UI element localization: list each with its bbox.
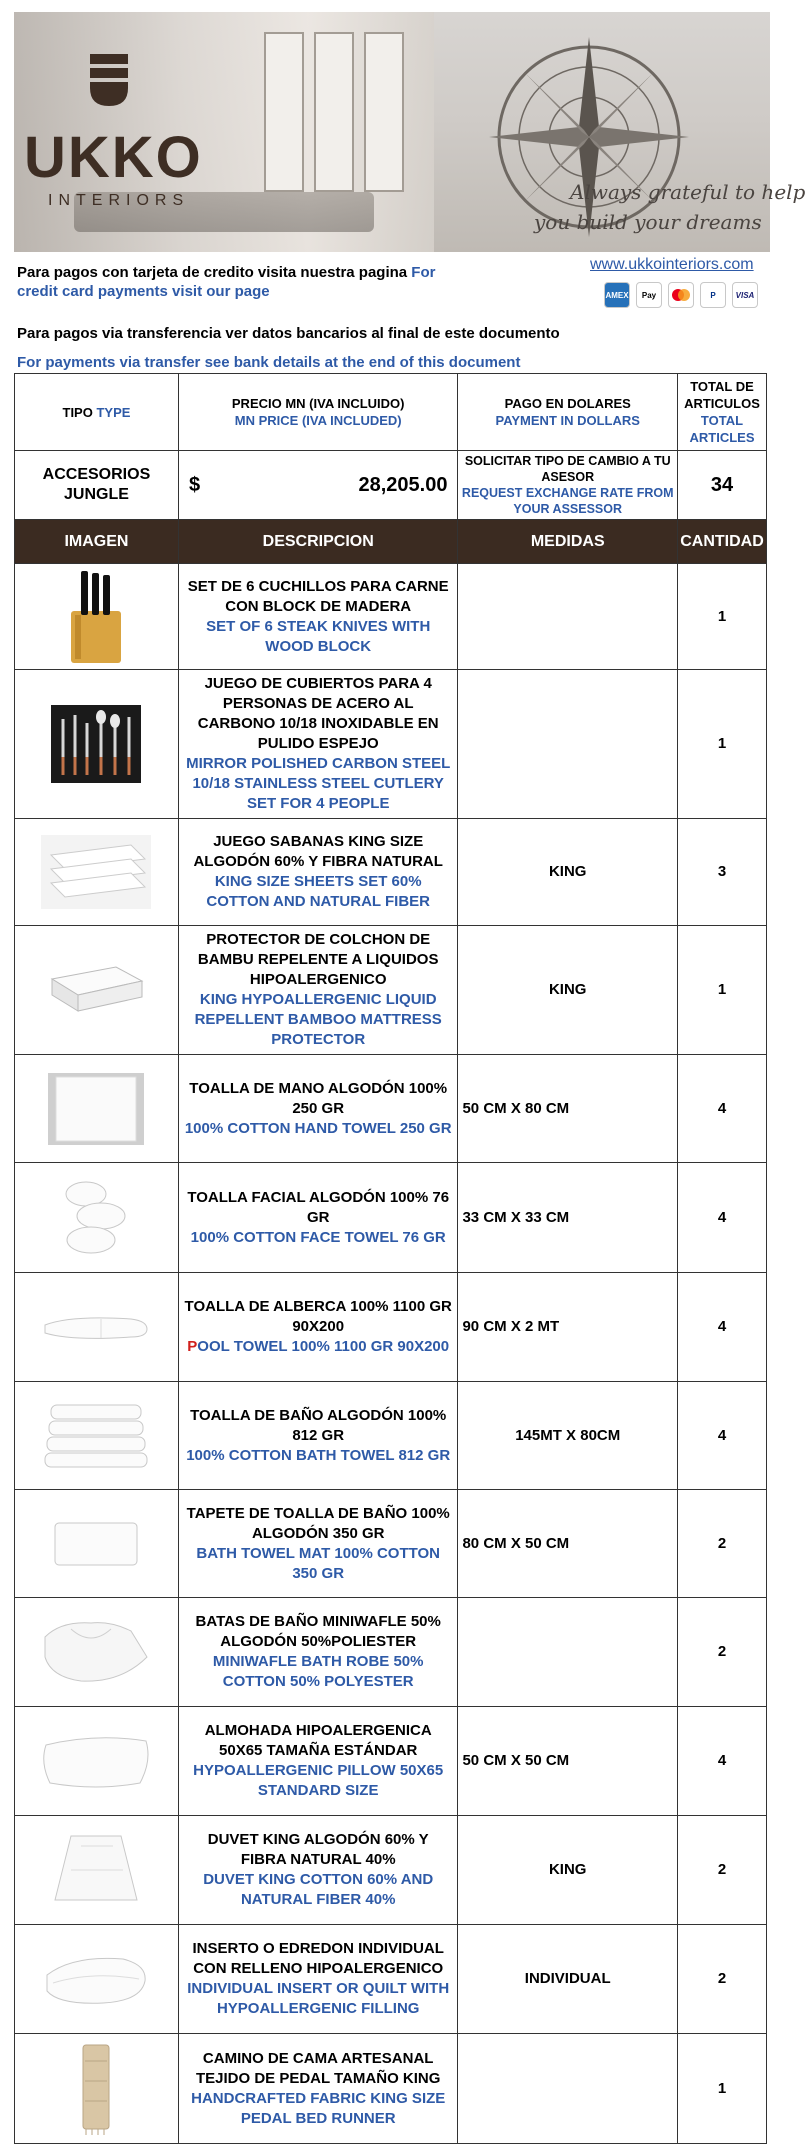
medidas-cell: KING (458, 819, 678, 926)
payment-methods (604, 282, 758, 308)
website-link[interactable]: www.ukkointeriors.com (590, 256, 754, 273)
medidas-cell: 33 CM X 33 CM (458, 1163, 678, 1273)
pillow-icon (40, 1731, 152, 1791)
cantidad-cell: 2 (677, 1925, 766, 2034)
medidas-cell (458, 1598, 678, 1707)
total-value: 34 (677, 451, 766, 520)
card-payment-note (17, 263, 467, 301)
amex-icon: AMEX (604, 282, 630, 308)
medidas-cell: KING (458, 926, 678, 1055)
table-row: INSERTO O EDREDON INDIVIDUAL CON RELLENO HIPOALERGENICO INDIVIDUAL INSERT OR QUILT WITH HYPOALLERGENIC FILLING INDIVIDUAL 2 (15, 1925, 767, 2034)
currency-symbol: $ (188, 473, 201, 496)
sheets-icon (41, 835, 151, 909)
cantidad-cell: 1 (677, 564, 766, 670)
cutlery-set-icon (51, 705, 141, 783)
medidas-header: MEDIDAS (458, 520, 678, 564)
table-row: TOALLA DE BAÑO ALGODÓN 100% 812 GR 100% COTTON BATH TOWEL 812 GR 145MT X 80CM 4 (15, 1382, 767, 1490)
transfer-note-es: Para pagos via transferencia ver datos bancarios al final de este documento (17, 325, 560, 342)
summary-row (15, 451, 767, 520)
descripcion-header: DESCRIPCION (178, 520, 458, 564)
medidas-cell (458, 2034, 678, 2144)
medidas-cell: 50 CM X 80 CM (458, 1055, 678, 1163)
cantidad-cell: 4 (677, 1273, 766, 1382)
imagen-header: IMAGEN (15, 520, 179, 564)
tipo-value: ACCESORIOS JUNGLE (15, 451, 179, 520)
quilt-insert-icon (43, 1951, 149, 2007)
cantidad-cell: 4 (677, 1382, 766, 1490)
table-row: JUEGO DE CUBIERTOS PARA 4 PERSONAS DE ACERO AL CARBONO 10/18 INOXIDABLE EN PULIDO ESPEJO MIRROR POLISHED CARBON STEEL 10/18 STAINLESS STEEL CUTLERY SET FOR 4 PEOPLE 1 (15, 670, 767, 819)
medidas-cell: 80 CM X 50 CM (458, 1490, 678, 1598)
total-header: TOTAL DE ARTICULOS TOTAL ARTICLES (677, 374, 766, 451)
hand-towel-icon (46, 1071, 146, 1147)
table-row: SET DE 6 CUCHILLOS PARA CARNE CON BLOCK DE MADERA SET OF 6 STEAK KNIVES WITH WOOD BLOCK 1 (15, 564, 767, 670)
table-row: JUEGO SABANAS KING SIZE ALGODÓN 60% Y FIBRA NATURAL KING SIZE SHEETS SET 60% COTTON AND NATURAL FIBER KING 3 (15, 819, 767, 926)
brand-logo-subtitle: INTERIORS (48, 192, 190, 209)
pool-towel-icon (41, 1307, 151, 1347)
table-row: TOALLA DE ALBERCA 100% 1100 GR 90X200 POOL TOWEL 100% 1100 GR 90X200 90 CM X 2 MT 4 (15, 1273, 767, 1382)
table-row: PROTECTOR DE COLCHON DE BAMBU REPELENTE A LIQUIDOS HIPOALERGENICO KING HYPOALLERGENIC LIQUID REPELLENT BAMBOO MATTRESS PROTECTOR KING 1 (15, 926, 767, 1055)
medidas-cell: 50 CM X 50 CM (458, 1707, 678, 1816)
card-payment-note-es: Para pagos con tarjeta de credito visita nuestra pagina (17, 264, 408, 281)
banner (14, 12, 805, 252)
medidas-cell: 90 CM X 2 MT (458, 1273, 678, 1382)
medidas-cell (458, 564, 678, 670)
tagline-line2: you build your dreams (534, 210, 762, 234)
pago-header: PAGO EN DOLARES PAYMENT IN DOLLARS (458, 374, 678, 451)
order-table (14, 373, 767, 2144)
duvet-icon (51, 1830, 141, 1910)
price-value: 28,205.00 (358, 473, 448, 496)
cantidad-cell: 4 (677, 1163, 766, 1273)
medidas-cell: 145MT X 80CM (458, 1382, 678, 1490)
transfer-note-en: For payments via transfer see bank details at the end of this document (17, 354, 521, 371)
knife-block-icon (61, 569, 131, 665)
cantidad-cell: 3 (677, 819, 766, 926)
medidas-cell: INDIVIDUAL (458, 1925, 678, 2034)
apple-pay-icon: Pay (636, 282, 662, 308)
visa-icon: VISA (732, 282, 758, 308)
table-row: CAMINO DE CAMA ARTESANAL TEJIDO DE PEDAL TAMAÑO KING HANDCRAFTED FABRIC KING SIZE PEDAL BED RUNNER 1 (15, 2034, 767, 2144)
tagline-line1: Always grateful to help (570, 180, 805, 204)
table-row: TOALLA DE MANO ALGODÓN 100% 250 GR 100% COTTON HAND TOWEL 250 GR 50 CM X 80 CM 4 (15, 1055, 767, 1163)
exchange-cell: SOLICITAR TIPO DE CAMBIO A TU ASESOR REQUEST EXCHANGE RATE FROM YOUR ASSESSOR (458, 451, 678, 520)
table-row: TAPETE DE TOALLA DE BAÑO 100% ALGODÓN 350 GR BATH TOWEL MAT 100% COTTON 350 GR 80 CM X 50 CM 2 (15, 1490, 767, 1598)
cantidad-cell: 4 (677, 1055, 766, 1163)
cantidad-cell: 2 (677, 1490, 766, 1598)
table-row: DUVET KING ALGODÓN 60% Y FIBRA NATURAL 40% DUVET KING COTTON 60% AND NATURAL FIBER 40% KING 2 (15, 1816, 767, 1925)
cantidad-cell: 1 (677, 670, 766, 819)
logo-icon (86, 52, 132, 108)
table-row: BATAS DE BAÑO MINIWAFLE 50% ALGODÓN 50%POLIESTER MINIWAFLE BATH ROBE 50% COTTON 50% POLYESTER 2 (15, 1598, 767, 1707)
cantidad-header: CANTIDAD (677, 520, 766, 564)
price-cell (178, 451, 458, 520)
cantidad-cell: 1 (677, 2034, 766, 2144)
table-row: ALMOHADA HIPOALERGENICA 50X65 TAMAÑA ESTÁNDAR HYPOALLERGENIC PILLOW 50X65 STANDARD SIZE 50 CM X 50 CM 4 (15, 1707, 767, 1816)
medidas-cell: KING (458, 1816, 678, 1925)
medidas-cell (458, 670, 678, 819)
paypal-icon: P (700, 282, 726, 308)
items-header-row (15, 520, 767, 564)
precio-header: PRECIO MN (IVA INCLUIDO) MN PRICE (IVA INCLUDED) (178, 374, 458, 451)
brand-logo-text: UKKO (24, 125, 203, 190)
bed-runner-icon (71, 2041, 121, 2137)
tipo-header: TIPO TYPE (15, 374, 179, 451)
bath-mat-icon (51, 1519, 141, 1569)
cantidad-cell: 2 (677, 1598, 766, 1707)
summary-header-row (15, 374, 767, 451)
bath-robe-icon (41, 1617, 151, 1687)
face-towel-icon (61, 1174, 131, 1262)
card-payment-note-en: For credit card payments visit our page (17, 264, 436, 300)
mattress-protector-icon (46, 959, 146, 1021)
cantidad-cell: 4 (677, 1707, 766, 1816)
cantidad-cell: 1 (677, 926, 766, 1055)
cantidad-cell: 2 (677, 1816, 766, 1925)
bath-towel-icon (41, 1401, 151, 1471)
table-row: TOALLA FACIAL ALGODÓN 100% 76 GR 100% COTTON FACE TOWEL 76 GR 33 CM X 33 CM 4 (15, 1163, 767, 1273)
mastercard-icon (668, 282, 694, 308)
